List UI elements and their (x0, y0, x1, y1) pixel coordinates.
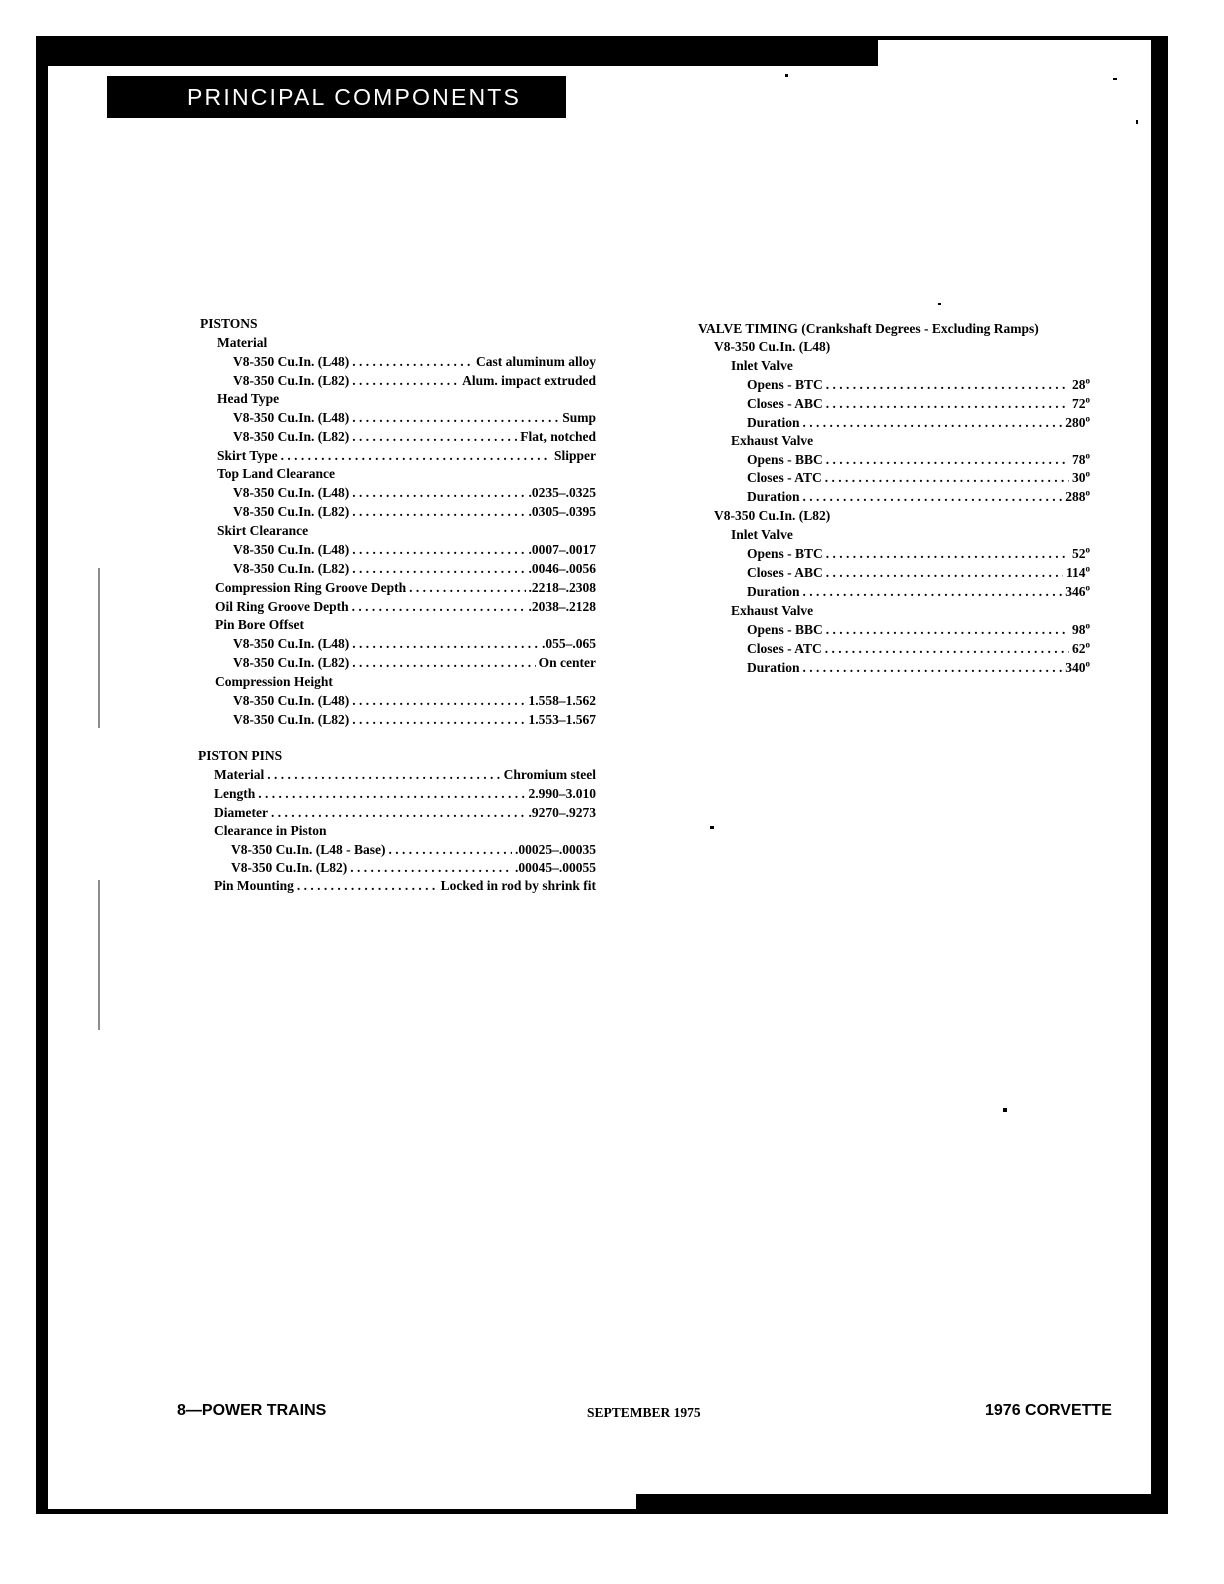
compression-height-label: Compression Height (215, 674, 333, 689)
scan-border-top (36, 36, 878, 66)
pistons-heading: PISTONS (200, 316, 258, 331)
spec-label: Closes - ABC (747, 565, 823, 580)
valve-timing-heading: VALVE TIMING (Crankshaft Degrees - Excluding Ramps) (698, 321, 1039, 336)
spec-value: .0305–.0395 (528, 504, 596, 519)
l48-exhaust-duration-row (747, 487, 1090, 506)
skirt-type-row (217, 446, 596, 465)
scan-speck (1003, 1108, 1007, 1112)
spec-label: V8-350 Cu.In. (L82) (233, 373, 350, 388)
l82-inlet-label: Inlet Valve (731, 527, 793, 542)
valve-l82-label: V8-350 Cu.In. (L82) (714, 508, 831, 523)
scan-border-right (1151, 36, 1168, 1514)
spec-label: V8-350 Cu.In. (L82) (233, 504, 350, 519)
skirt-clearance-l48-row (233, 540, 596, 559)
spec-value: Locked in rod by shrink fit (440, 878, 596, 893)
scan-border-left (36, 36, 48, 1514)
spec-value: .055–.065 (542, 636, 596, 651)
l48-inlet-opens-row (747, 375, 1090, 394)
l48-exhaust-closes-row (747, 468, 1090, 487)
scan-speck (785, 74, 788, 77)
l82-exhaust-closes-row (747, 639, 1090, 658)
degree-sign: o (1085, 544, 1090, 555)
spec-value: Sump (562, 410, 596, 425)
spec-value: .00025–.00035 (515, 842, 596, 857)
top-land-clearance-label: Top Land Clearance (217, 466, 336, 481)
degree-sign: o (1085, 658, 1090, 669)
spec-label: V8-350 Cu.In. (L82) (231, 860, 348, 875)
spec-label: Duration (747, 584, 800, 599)
degree-sign: o (1085, 450, 1090, 461)
spec-label: V8-350 Cu.In. (L48) (233, 410, 350, 425)
spec-value: 346 (1065, 584, 1086, 599)
l82-inlet-opens-row (747, 544, 1090, 563)
degree-sign: o (1085, 620, 1090, 631)
pin-length-row (214, 784, 596, 803)
spec-value: .2218–.2308 (528, 580, 596, 595)
scan-speck (1113, 78, 1117, 80)
l48-exhaust-label: Exhaust Valve (731, 433, 814, 448)
spec-label: V8-350 Cu.In. (L82) (233, 712, 350, 727)
degree-sign: o (1085, 394, 1090, 405)
spec-value: 114 (1065, 565, 1086, 580)
scan-border-top-thin (878, 36, 1154, 40)
scan-edge-mark (98, 568, 100, 728)
footer-section-label: 8—POWER TRAINS (177, 1402, 327, 1419)
skirt-clearance-l82-row (233, 559, 596, 578)
spec-value: Chromium steel (503, 767, 596, 782)
piston-material-label: Material (217, 335, 268, 350)
spec-label: V8-350 Cu.In. (L48 - Base) (231, 842, 386, 857)
piston-material-l48-row (233, 352, 596, 371)
degree-sign: o (1085, 375, 1090, 386)
spec-value: .00045–.00055 (515, 860, 596, 875)
l48-inlet-closes-row (747, 394, 1090, 413)
spec-label: V8-350 Cu.In. (L82) (233, 655, 350, 670)
compression-height-l48-row (233, 691, 596, 710)
l48-exhaust-opens-row (747, 450, 1090, 469)
degree-sign: o (1085, 582, 1090, 593)
l82-inlet-duration-row (747, 582, 1090, 601)
spec-value: 72 (1072, 396, 1086, 411)
spec-label: Closes - ATC (747, 470, 822, 485)
piston-material-l82-row (233, 371, 596, 390)
scan-edge-mark (98, 880, 100, 1030)
spec-value: 52 (1072, 546, 1086, 561)
pin-diameter-row (214, 803, 596, 822)
spec-value: 340 (1065, 660, 1086, 675)
compression-ring-groove-row (215, 578, 596, 597)
l48-inlet-duration-row (747, 413, 1090, 432)
spec-label: V8-350 Cu.In. (L48) (233, 693, 350, 708)
spec-value: Slipper (553, 448, 596, 463)
compression-height-l82-row (233, 710, 596, 729)
spec-value: Alum. impact extruded (462, 373, 596, 388)
pin-bore-offset-label: Pin Bore Offset (215, 617, 304, 632)
spec-label: Skirt Type (217, 448, 278, 463)
spec-label: Opens - BTC (747, 377, 823, 392)
degree-sign: o (1085, 563, 1090, 574)
valve-l48-label: V8-350 Cu.In. (L48) (714, 339, 831, 354)
spec-label: V8-350 Cu.In. (L48) (233, 636, 350, 651)
spec-value: 2.990–3.010 (528, 786, 596, 801)
spec-value: 280 (1065, 415, 1086, 430)
scan-speck (938, 303, 941, 305)
spec-label: Closes - ABC (747, 396, 823, 411)
pin-bore-l82-row (233, 653, 596, 672)
spec-value: 1.553–1.567 (528, 712, 596, 727)
scan-speck (710, 826, 714, 829)
scan-speck (1136, 120, 1138, 124)
l82-inlet-closes-row (747, 563, 1090, 582)
l82-exhaust-label: Exhaust Valve (731, 603, 814, 618)
spec-value: Flat, notched (520, 429, 596, 444)
spec-value: 288 (1065, 489, 1086, 504)
top-land-l82-row (233, 502, 596, 521)
footer-date: SEPTEMBER 1975 (587, 1405, 701, 1420)
scan-border-bottom-thin (36, 1509, 636, 1514)
pin-clearance-l48-row (231, 840, 596, 859)
spec-label: V8-350 Cu.In. (L82) (233, 429, 350, 444)
pin-mounting-row (214, 876, 596, 895)
spec-label: Opens - BBC (747, 622, 823, 637)
spec-value: .0046–.0056 (528, 561, 596, 576)
spec-value: .0235–.0325 (528, 485, 596, 500)
spec-label: V8-350 Cu.In. (L82) (233, 561, 350, 576)
spec-label: V8-350 Cu.In. (L48) (233, 354, 350, 369)
pin-clearance-l82-row (231, 858, 596, 877)
spec-label: Diameter (214, 805, 268, 820)
pin-bore-l48-row (233, 634, 596, 653)
spec-label: Oil Ring Groove Depth (215, 599, 349, 614)
footer-model: 1976 CORVETTE (985, 1402, 1112, 1419)
l82-exhaust-duration-row (747, 658, 1090, 677)
degree-sign: o (1085, 413, 1090, 424)
spec-label: Compression Ring Groove Depth (215, 580, 407, 595)
spec-value: .9270–.9273 (528, 805, 596, 820)
head-type-label: Head Type (217, 391, 280, 406)
spec-value: 62 (1072, 641, 1086, 656)
spec-value: 98 (1072, 622, 1086, 637)
spec-label: Opens - BTC (747, 546, 823, 561)
skirt-clearance-label: Skirt Clearance (217, 523, 309, 538)
spec-label: V8-350 Cu.In. (L48) (233, 542, 350, 557)
head-type-l48-row (233, 408, 596, 427)
degree-sign: o (1085, 639, 1090, 650)
spec-value: 78 (1072, 452, 1086, 467)
spec-value: Cast aluminum alloy (475, 354, 596, 369)
degree-sign: o (1085, 468, 1090, 479)
spec-label: Opens - BBC (747, 452, 823, 467)
spec-value: 1.558–1.562 (528, 693, 596, 708)
spec-value: .0007–.0017 (528, 542, 596, 557)
section-title: PRINCIPAL COMPONENTS (187, 84, 522, 110)
spec-label: Pin Mounting (214, 878, 294, 893)
spec-label: Duration (747, 489, 800, 504)
pin-clearance-label: Clearance in Piston (214, 823, 327, 838)
spec-label: Duration (747, 660, 800, 675)
head-type-l82-row (233, 427, 596, 446)
spec-value: 30 (1072, 470, 1086, 485)
spec-label: Closes - ATC (747, 641, 822, 656)
spec-label: Material (214, 767, 265, 782)
l82-exhaust-opens-row (747, 620, 1090, 639)
piston-pins-heading: PISTON PINS (198, 748, 283, 763)
scan-border-bottom (636, 1494, 1168, 1514)
spec-value: .2038–.2128 (528, 599, 596, 614)
degree-sign: o (1085, 487, 1090, 498)
l48-inlet-label: Inlet Valve (731, 358, 793, 373)
spec-value: 28 (1072, 377, 1086, 392)
section-header (107, 76, 566, 118)
spec-label: Length (214, 786, 256, 801)
spec-label: V8-350 Cu.In. (L48) (233, 485, 350, 500)
oil-ring-groove-row (215, 597, 596, 616)
spec-value: On center (538, 655, 596, 670)
spec-label: Duration (747, 415, 800, 430)
pin-material-row (214, 765, 596, 784)
top-land-l48-row (233, 483, 596, 502)
